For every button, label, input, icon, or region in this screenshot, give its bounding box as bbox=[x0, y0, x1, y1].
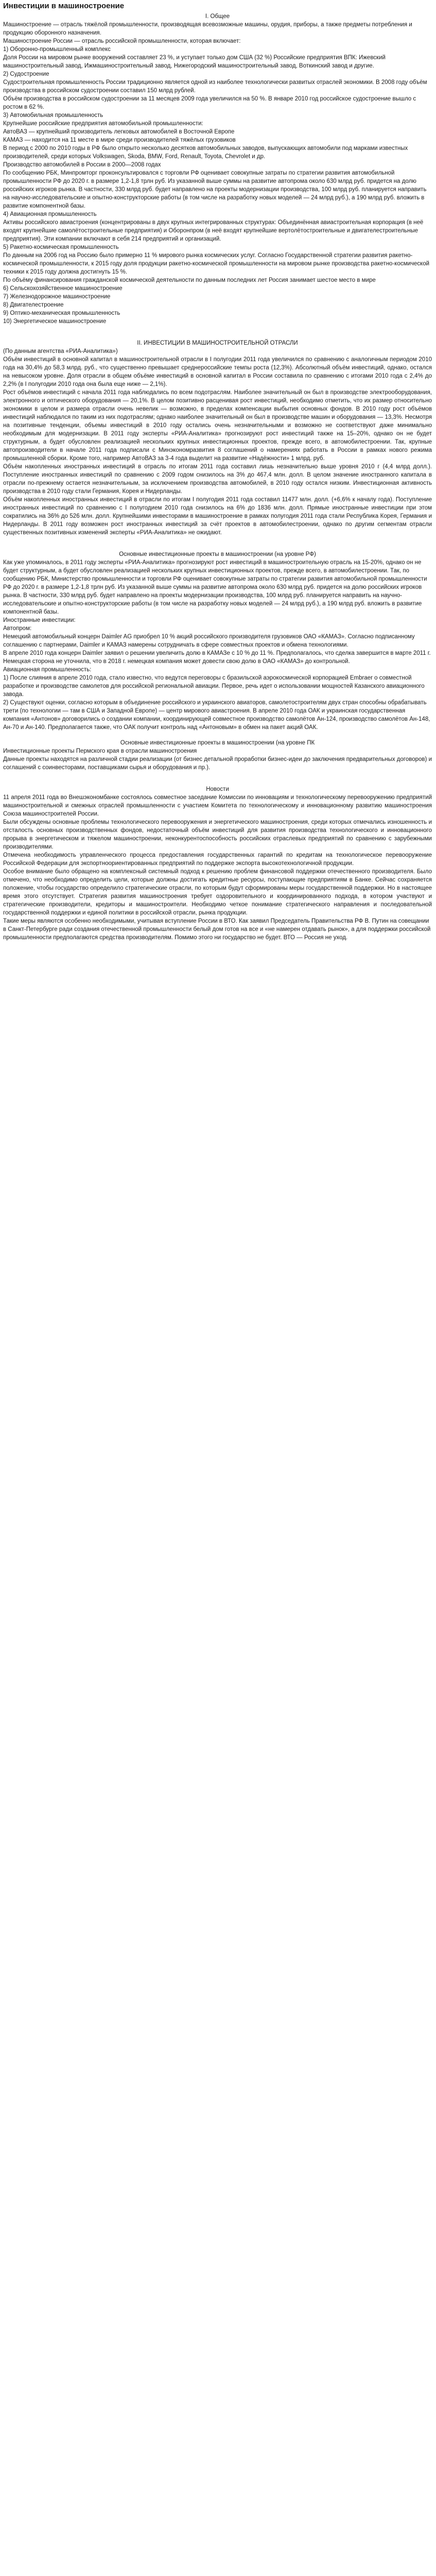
paragraph: Объём производства в российском судостроении за 11 месяцев 2009 года увеличился на 50 %. В январе 2010 год российское судостроение вышло с ростом в 62 %. bbox=[3, 96, 416, 110]
paragraph: Были обсуждены основные проблемы технологического перевооружения и энергетического машиностроения, среди которых отмечались изношенность и отсталость основных производственных фондов, недостаточный объём инвестиций для развития производства технологического и инновационного прорыва в энергетическом и тяжелом машиностроении, неконкурентоспособность российских отраслевых предприятий по сравнению с зарубежными производителями. bbox=[3, 819, 432, 850]
paragraph: Крупнейшие российские предприятия автомобильной промышленности: bbox=[3, 121, 203, 127]
paragraph: По данным на 2006 год на Россию было примерно 11 % мирового рынка космических услуг. Согласно Государственной стратегии развития ракетно-космической промышленности, к 2015 году доля продукции ракетно-космической промышленности на мировом рынке производства ракетно-космической техники к 2015 году должна достигнуть 15 %. bbox=[3, 252, 430, 275]
paragraph: КАМАЗ — находится на 11 месте в мире среди производителей тяжёлых грузовиков bbox=[3, 137, 236, 143]
paragraph: Объём инвестиций в основной капитал в машиностроительной отрасли в I полугодии 2011 года увеличился по сравнению с аналогичным периодом 2010 года на 30,4% до 58,3 млрд. руб., что существенно превышает среднероссийские темпы роста (12,3%). Абсолютный объём инвестиций, однако, остался на невысоком уровне. Доля отрасли в общем объёме инвестиций в основной капитал в России составила по сравнению с итогами 2010 года с 2,4% до 2,2% (в I полугодии 2010 года она была еще ниже — 2,1%). bbox=[3, 357, 432, 387]
paragraph: 1) Оборонно-промышленный комплекс bbox=[3, 46, 111, 53]
paragraph: В апреле 2010 года концерн Daimler заявил о решении увеличить долю в КАМАЗе с 10 % до 11 %. Предполагалось, что сделка завершится в марте 2011 г. Немецкая сторона не уточнила, что в 2018 г. немецкая компания может довести свою долю в ОАО «КАМАЗ» до контрольной. bbox=[3, 650, 431, 665]
paragraph: Такие меры являются особенно необходимыми, учитывая вступление России в ВТО. Как заявил Председатель Правительства РФ В. Путин на совещании в Санкт-Петербурге ради создания отечественной промышленности белый дом готов на все и «не намерен отдавать рынок», а для поддержки российской промышленности предполагаются средства производителям. Помимо этого ни государство не будет. ВТО — Россия не уход. bbox=[3, 918, 431, 941]
paragraph: Как уже упоминалось, в 2011 году эксперты «РИА-Аналитика» прогнозируют рост инвестиций в машиностроительную отрасль на 15-20%, однако он не будет структурным, а будет обусловлен реализацией нескольких крупных инвестиционных проектов, прежде всего, в автомобилестроении. Так, по сообщению РБК, Министерство промышленности и торговли РФ оценивает совокупные затраты по стратегии развития автомобильной промышленности РФ до 2020 г. в размере 1,2-1,8 трлн руб. Из указанной выше суммы на развитие автопрома около 630 млрд руб. придется на долю российских игроков рынка. В частности, 330 млрд руб. будет направлено на проекты модернизации производства, 100 млрд руб. планируется направить на научно-исследовательские и опытно-конструкторские работы (в том числе на разработку новых моделей — 24 млрд руб.), а 190 млрд руб. вложить в развитие компонентной базы. bbox=[3, 560, 427, 615]
paragraph: 10) Энергетическое машиностроение bbox=[3, 318, 107, 325]
paragraph: Объём накопленных иностранных инвестиций в отрасль по итогам 2011 года составил лишь незначительно выше уровня 2010 г (4,4 млрд долл.). Поступление иностранных инвестиций по сравнению с 2009 годом снизилось на 3% до 467,4 млн. долл. В целом значение иностранного капитала в отрасли по-прежнему остается незначительным, за исключением производства автомобилей, в 2010 году остался низким. Инвестиционная активность производства в 2010 году стали Германия, Корея и Нидерланды. bbox=[3, 464, 432, 495]
page-title: Инвестиции в машиностроение bbox=[3, 2, 125, 10]
section-heading: II. ИНВЕСТИЦИИ В МАШИНОСТРОИТЕЛЬНОЙ ОТРАСЛИ bbox=[137, 340, 298, 346]
paragraph: АвтоВАЗ — крупнейший производитель легковых автомобилей в Восточной Европе bbox=[3, 129, 235, 135]
paragraph: Данные проекты находятся на различной стадии реализации (от бизнес детальной проработки бизнес-идеи до заключения предварительных договоров) и соглашений с соинвесторами, поставщиками сырья и оборудования и пр.). bbox=[3, 756, 432, 771]
paragraph: 7) Железнодорожное машиностроение bbox=[3, 294, 111, 300]
paragraph: 3) Автомобильная промышленность bbox=[3, 112, 103, 118]
section-heading: Новости bbox=[206, 786, 229, 792]
paragraph: Немецкий автомобильный концерн Daimler AG приобрел 10 % акций российского производителя грузовиков ОАО «КАМАЗ». Согласно подписанному соглашению с партнерами, Daimler и КАМАЗ намерены сотрудничать в сфере совместных проектов и обмена технологиями. bbox=[3, 634, 415, 648]
paragraph: 11 апреля 2011 года во Внешэкономбанке состоялось совместное заседание Комиссии по инновациям и технологическому перевооружению предприятий машиностроительной и смежных отраслей промышленности с участием Комитета по технологическому и инновационному развитию машиностроения Союза машиностроителей России. bbox=[3, 794, 432, 817]
paragraph: 6) Сельскохозяйственное машиностроение bbox=[3, 285, 123, 292]
paragraph: Машиностроение России — отрасль российской промышленности, которая включает: bbox=[3, 38, 241, 44]
paragraph: Доля России на мировом рынке вооружений составляет 23 %, и уступает только дом США (32 %) Российские предприятия ВПК: Ижевский машиностроительный завод, Ижмашиностроительный завод, Нижегородский машиностроительный завод, Воткинский завод и другие. bbox=[3, 55, 386, 69]
paragraph: Автопром: bbox=[3, 625, 32, 632]
paragraph: 2) Судостроение bbox=[3, 71, 49, 77]
paragraph: Машиностроение — отрасль тяжёлой промышленности, производящая всевозможные машины, орудия, приборы, а также предметы потребления и продукцию оборонного назначения. bbox=[3, 22, 412, 36]
section-heading: Основные инвестиционные проекты в машиностроении (на уровне РФ) bbox=[119, 551, 316, 557]
paragraph: Инвестиционные проекты Пермского края в отрасли машиностроения bbox=[3, 748, 197, 754]
paragraph: По объёму финансирования гражданской космической деятельности по данным последних лет Россия занимает шестое место в мире bbox=[3, 277, 376, 283]
paragraph: 9) Оптико-механическая промышленность bbox=[3, 310, 120, 316]
paragraph: 1) После слияния в апреле 2010 года, стало известно, что ведутся переговоры с бразильской аэрокосмической корпорацией Embraer о совместной разработке и производстве самолетов для российской региональной авиации. Первое, речь идет о использовании мощностей Казанского авиационного завода. bbox=[3, 675, 425, 698]
paragraph: Рост объёмов инвестиций с начала 2011 года наблюдались по всем подотраслям. Наиболее значительный он был в производстве электрооборудования, электронного и оптического оборудования — 20,1%. В целом позитивно расценивая рост инвестиций, необходимо отметить, что их размер относительно экономики в целом и размера отрасли очень невелик — возможно, в пределах компенсации выбытия основных фондов. В 2010 году рост объёмов инвестиций наблюдался по таким из них подотраслям; однако наиболее значительный он был в производстве машин и оборудования — 13,3%. Несмотря на позитивные тенденции, объемы инвестиций в 2010 году остались очень незначительными и возможно не соответствуют даже минимально необходимым для модернизации. В 2011 году эксперты «РИА-Аналитика» прогнозируют рост инвестиций также на 15–20%, однако он не будет структурным, а будет обусловлен реализацией нескольких крупных инвестиционных проектов, прежде всего, в автомобилестроении. Так, крупные автопроизводители в начале 2011 года подписали с Минэкономразвития 8 соглашений о намерениях работать в России в рамках нового режима промышленной сборки. Кроме того, например АвтоВАЗ за 3-4 года выделит на развитие «Надёжности» 1 млрд. руб. bbox=[3, 389, 432, 462]
paragraph: В период с 2000 по 2010 годы в РФ было открыто несколько десятков автомобильных заводов, выпускающих автомобили под марками известных производителей, среди которых Volkswagen, Skoda, BMW, Ford, Renault, Toyota, Chevrolet и др. bbox=[3, 145, 408, 160]
paragraph: Производство автомобилей в России в 2000—2008 годах bbox=[3, 162, 161, 168]
paragraph: Иностранные инвестиции: bbox=[3, 617, 76, 623]
paragraph: (По данным агентства «РИА-Аналитика») bbox=[3, 348, 118, 354]
paragraph: Авиационная промышленность: bbox=[3, 667, 92, 673]
paragraph: Судостроительная промышленность России традиционно является одной из наиболее технологически развитых отраслей экономики. В 2008 году объём производства в российском судостроении составил 150 млрд рублей. bbox=[3, 79, 427, 94]
paragraph: Отмечена необходимость управленческого процесса предоставления государственных гарантий по кредитам на технологическое перевооружение Российской Федерации для экспортноориентированных предприятий по поддержке экспорта высокотехнологичной продукции. bbox=[3, 852, 432, 867]
paragraph: По сообщению РБК, Минпромторг проконсультировался с торговли РФ оценивает совокупные затраты по стратегии развития автомобильной промышленности РФ до 2020 г. в размере 1,2-1,8 трлн руб. Из указанной выше суммы на развитие автопрома около 630 млрд руб. придется на долю российских игроков рынка. В частности, 330 млрд руб. будет направлено на проекты модернизации производства, 100 млрд руб. планируется направить на научно-исследовательские и опытно-конструкторские работы (в том числе на разработку новых моделей — 24 млрд руб.), а 190 млрд руб. вложить в развитие компонентной базы. bbox=[3, 170, 427, 209]
paragraph: 5) Ракетно-космическая промышленность bbox=[3, 244, 119, 250]
paragraph: 4) Авиационная промышленность bbox=[3, 211, 97, 217]
paragraph: 2) Существуют оценки, согласно которым в объединение российского и украинского авиаторов, самолетостроителям двух стран способны обрабатывать трети (по технологии — там в США и Западной Европе) — центр мирового авиастроения. В апреле 2010 года ОАК и украинская государственная компания «Антонов» договорились о создании компании, координирующей совместное производство самолётов Ан-124, производство самолётов Ан-148, Ан-70 и Ан-140. Предполагается также, что ОАК получит контроль над «Антоновым» в обмен на пакет акций ОАК. bbox=[3, 700, 430, 731]
paragraph: Активы российского авиастроения (концентрированы в двух крупных интегрированных структурах: Объединённая авиастроительная корпорация (в неё входят крупнейшие самолётостроительные предприятия) и Оборонпром (в неё входят крупнейшие вертолётостроительные и двигателестроительные предприятия). Эти компании включают в себя 214 предприятий и организаций. bbox=[3, 219, 424, 242]
section-heading: Основные инвестиционные проекты в машиностроении (на уровне ПК bbox=[120, 740, 315, 746]
paragraph: Объём накопленных иностранных инвестиций в отрасли по итогам I полугодия 2011 года составил 11477 млн. долл. (+6,6% к началу года). Поступление иностранных инвестиций по сравнению с I полугодием 2010 года снизилось на 6% до 1836 млн. долл. Прямые иностранные инвестиции при этом сократились на 36% до 526 млн. долл. Крупнейшими инвесторами в машиностроение в рамках полугодия 2011 года стали Республика Корея, Германия и Нидерланды. В 2011 году возможен рост иностранных инвестиций за счёт проектов в автомобилестроении, однако по другим сегментам отрасли существенных позитивных изменений эксперты «РИА-Аналитика» не ожидают. bbox=[3, 497, 432, 536]
document-body bbox=[3, 12, 432, 942]
paragraph: 8) Двигателестроение bbox=[3, 302, 64, 308]
document-page bbox=[0, 0, 436, 952]
paragraph: Особое внимание было обращено на комплексный системный подход к решению проблем финансовой поддержки отечественного производителя. Было отмечено, что необходимо определить цели, которые должны достигать кредитные ресурсы, поступающие предприятиям в Банке. Сейчас сохраняется положение, чтобы государство определило стратегические отрасли, по которым будут сформированы меры государственной поддержки. Но в настоящее время этого отсутствует. Стратегия развития машиностроения требует оздоровительного и координированного подхода, в котором участвуют и стратегические производители, кредиторы и машиностроители. Необходимо четкое понимание стратегического направления и последовательной государственной поддержки и единой политики в российской отрасли, рынка продукции. bbox=[3, 869, 432, 916]
section-heading: I. Общее bbox=[205, 13, 230, 20]
